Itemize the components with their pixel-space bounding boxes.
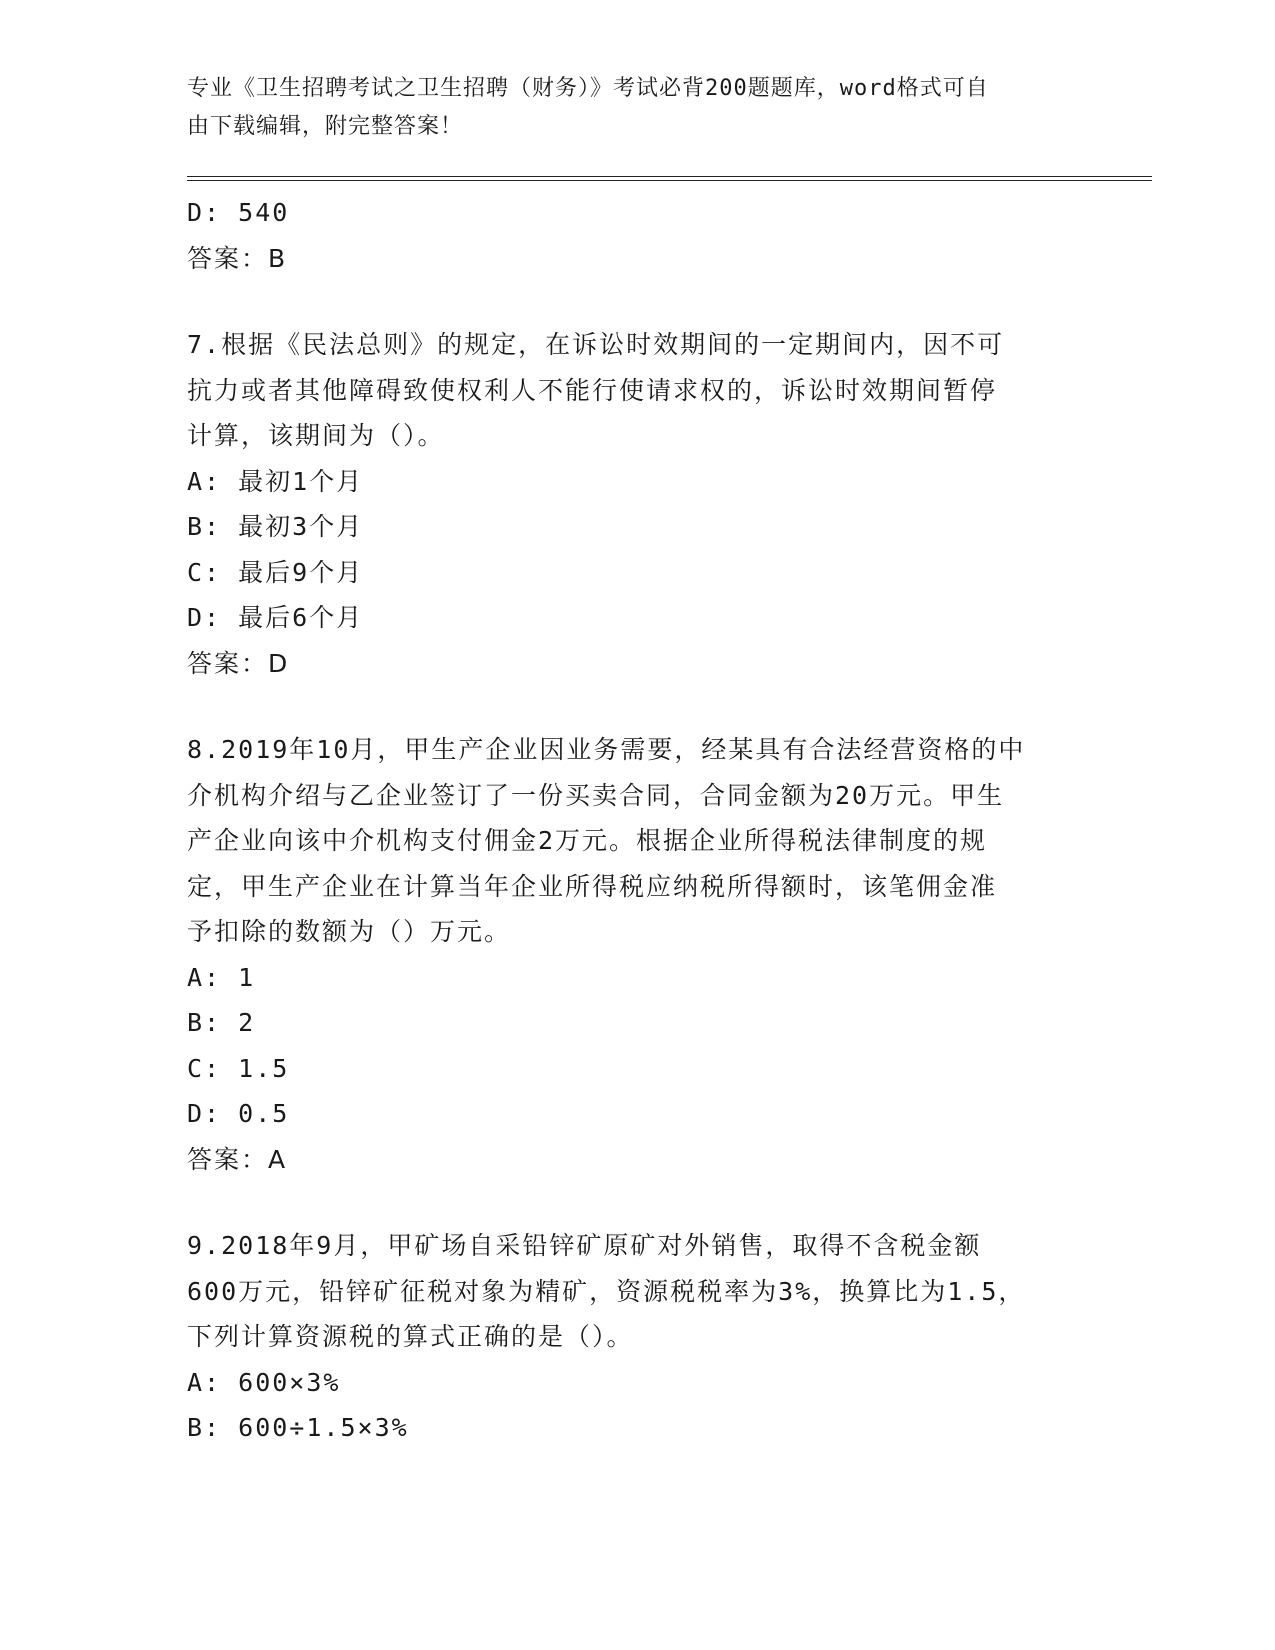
- option-d: D: 0.5: [187, 1099, 290, 1128]
- option-c: C: 1.5: [187, 1053, 290, 1083]
- header-line-2: 由下载编辑，附完整答案！: [187, 114, 464, 139]
- question-text-line: 8.2019年10月，甲生产企业因业务需要，经某具有合法经营资格的中: [187, 735, 1026, 764]
- question-text-line: 介机构介绍与乙企业签订了一份买卖合同，合同金额为20万元。甲生: [187, 780, 1005, 810]
- option-c: C: 最后9个月: [187, 557, 364, 587]
- question-8: [187, 727, 1087, 1182]
- option-d: D: 540: [187, 198, 290, 227]
- question-7: [187, 322, 1087, 686]
- option-b: B: 最初3个月: [187, 512, 364, 541]
- spacer: [187, 686, 1087, 727]
- spacer: [187, 1182, 1087, 1223]
- spacer: [187, 281, 1087, 322]
- question-text-line: 7.根据《民法总则》的规定，在诉讼时效期间的一定期间内，因不可: [187, 330, 1005, 359]
- option-b: B: 600÷1.5×3%: [187, 1413, 409, 1442]
- question-text-line: 9.2018年9月，甲矿场自采铅锌矿原矿对外销售，取得不含税金额: [187, 1231, 982, 1260]
- document-header: [187, 70, 1087, 146]
- question-text-line: 计算，该期间为（）。: [187, 421, 445, 450]
- option-a: A: 最初1个月: [187, 466, 364, 496]
- question-text-line: 予扣除的数额为（）万元。: [187, 917, 512, 946]
- question-text-line: 抗力或者其他障碍致使权利人不能行使请求权的，诉讼时效期间暂停: [187, 375, 998, 405]
- option-a: A: 1: [187, 962, 256, 992]
- question-text-line: 定，甲生产企业在计算当年企业所得税应纳税所得额时，该笔佣金准: [187, 871, 998, 901]
- answer-line: 答案：B: [187, 243, 288, 273]
- answer-line: 答案：A: [187, 1144, 288, 1174]
- question-text-line: 产企业向该中介机构支付佣金2万元。根据企业所得税法律制度的规: [187, 826, 988, 855]
- option-d: D: 最后6个月: [187, 603, 364, 632]
- header-divider: [187, 176, 1152, 181]
- question-text-line: 600万元，铅锌矿征税对象为精矿，资源税税率为3%，换算比为1.5，: [187, 1276, 1026, 1306]
- question-text-line: 下列计算资源税的算式正确的是（）。: [187, 1322, 634, 1351]
- header-line-1: 专业《卫生招聘考试之卫生招聘（财务）》考试必背200题题库，word格式可自: [187, 76, 989, 101]
- answer-line: 答案：D: [187, 648, 290, 678]
- document-body: [187, 190, 1087, 1451]
- option-a: A: 600×3%: [187, 1367, 341, 1397]
- previous-question-tail: [187, 190, 1087, 281]
- question-9: [187, 1223, 1087, 1451]
- option-b: B: 2: [187, 1008, 256, 1037]
